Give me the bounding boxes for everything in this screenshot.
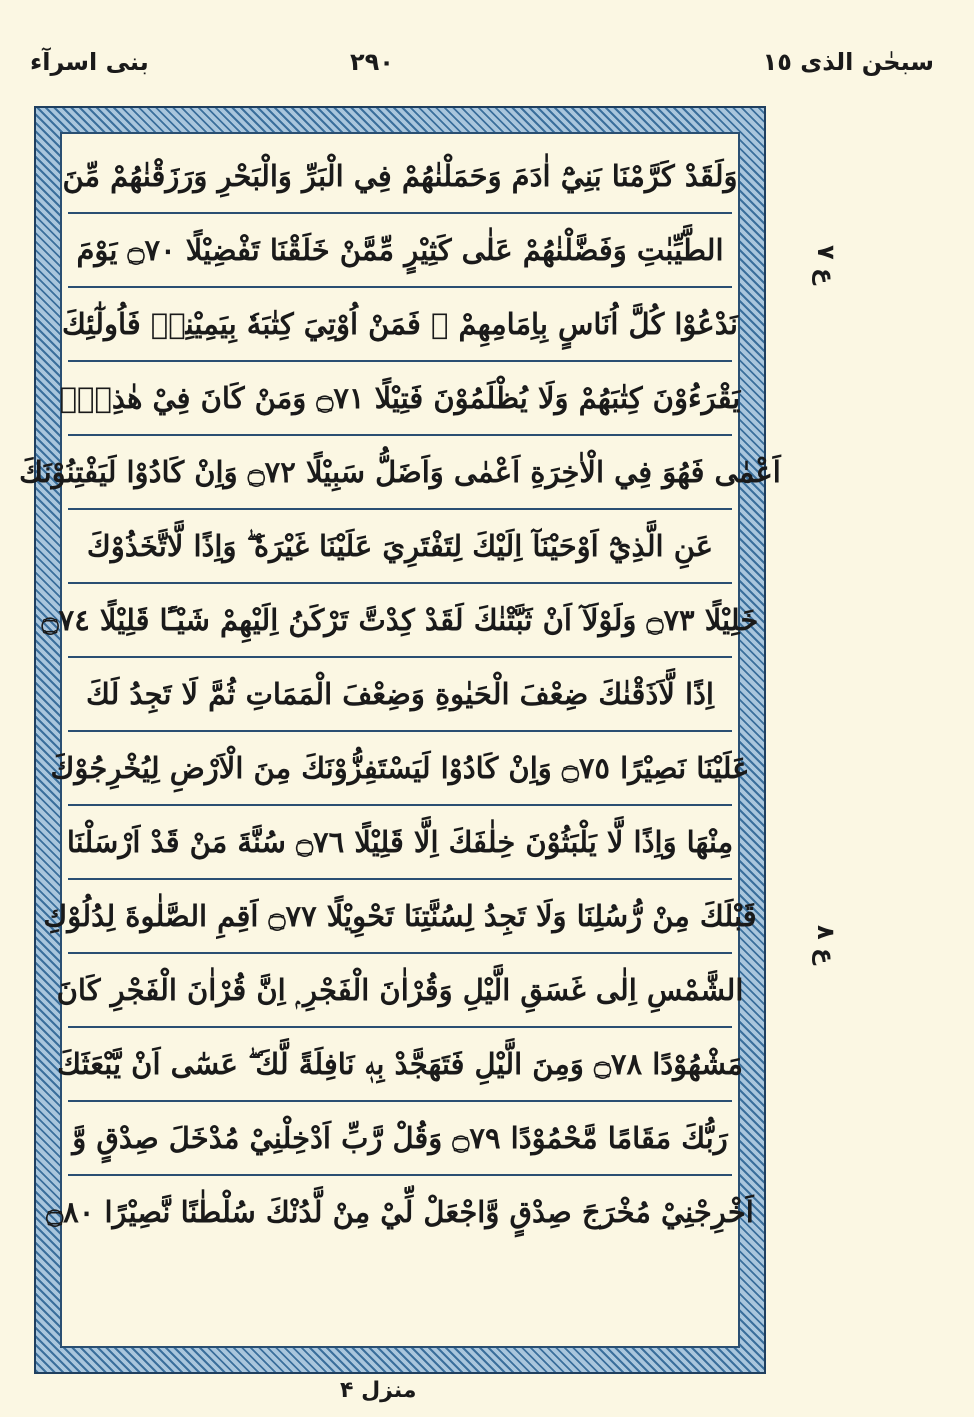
verse-line: قَبْلَكَ مِنْ رُّسُلِنَا وَلَا تَجِدُ لِسُنَّتِنَا تَحْوِيْلًا ۝٧٧ اَقِمِ الصَّلٰوةَ لِدُلُوْكِ	[68, 880, 732, 954]
verse-line: اَعْمٰى فَهُوَ فِي الْاٰخِرَةِ اَعْمٰى وَاَضَلُّ سَبِيْلًا ۝٧٢ وَاِنْ كَادُوْا لَيَفْتِنُوْنَكَ	[68, 436, 732, 510]
text-panel	[19, 132, 781, 1348]
verse-line: وَلَقَدْ كَرَّمْنَا بَنِيْٓ اٰدَمَ وَحَمَلْنٰهُمْ فِي الْبَرِّ وَالْبَحْرِ وَرَزَقْنٰهُمْ مِّنَ	[68, 140, 732, 214]
page-number: ٢٩٠	[350, 48, 394, 76]
verse-line: الشَّمْسِ اِلٰى غَسَقِ الَّيْلِ وَقُرْاٰنَ الْفَجْرِ ۭ اِنَّ قُرْاٰنَ الْفَجْرِ كَانَ	[68, 954, 732, 1028]
manzil-footer: منزل ۴	[340, 1378, 417, 1403]
verse-line: يَقْرَءُوْنَ كِتٰبَهُمْ وَلَا يُظْلَمُوْنَ فَتِيْلًا ۝٧١ وَمَنْ كَانَ فِيْ هٰذِهٖٓ	[68, 362, 732, 436]
verse-line: خَلِيْلًا ۝٧٣ وَلَوْلَآ اَنْ ثَبَّتْنٰكَ لَقَدْ كِدْتَّ تَرْكَنُ اِلَيْهِمْ شَيْـًٔا قَلِيْلًا ۝٧٤	[68, 584, 732, 658]
verse-line: عَلَيْنَا نَصِيْرًا ۝٧٥ وَاِنْ كَادُوْا لَيَسْتَفِزُّوْنَكَ مِنَ الْاَرْضِ لِيُخْرِجُوْكَ	[68, 732, 732, 806]
verse-line: اِذًا لَّاَذَقْنٰكَ ضِعْفَ الْحَيٰوةِ وَضِعْفَ الْمَمَاتِ ثُمَّ لَا تَجِدُ لَكَ	[68, 658, 732, 732]
verse-line: رَبُّكَ مَقَامًا مَّحْمُوْدًا ۝٧٩ وَقُلْ رَّبِّ اَدْخِلْنِيْ مُدْخَلَ صِدْقٍ وَّ	[68, 1102, 732, 1176]
surah-para-heading: سبحٰن الذی ١٥	[762, 48, 934, 76]
verse-line: اَخْرِجْنِيْ مُخْرَجَ صِدْقٍ وَّاجْعَلْ لِّيْ مِنْ لَّدُنْكَ سُلْطٰنًا نَّصِيْرًا ۝٨٠	[46, 1195, 754, 1229]
verse-line: مَشْهُوْدًا ۝٧٨ وَمِنَ الَّيْلِ فَتَهَجَّدْ بِهٖ نَافِلَةً لَّكَ ۖ عَسٰٓى اَنْ يَّبْعَثَكَ	[68, 1028, 732, 1102]
ruku-marker: ع ٧	[812, 245, 840, 285]
verse-line: نَدْعُوْا كُلَّ اُنَاسٍ بِاِمَامِهِمْ ۚ فَمَنْ اُوْتِيَ كِتٰبَهٗ بِيَمِيْنِهٖ فَاُولٰٓئِكَ	[68, 288, 732, 362]
verse-line: عَنِ الَّذِيْٓ اَوْحَيْنَآ اِلَيْكَ لِتَفْتَرِيَ عَلَيْنَا غَيْرَهٗ ۖ وَاِذًا لَّاتَّخَذُوْكَ	[68, 510, 732, 584]
verse-line: الطَّيِّبٰتِ وَفَضَّلْنٰهُمْ عَلٰى كَثِيْرٍ مِّمَّنْ خَلَقْنَا تَفْضِيْلًا ۝٧٠ يَوْمَ	[68, 214, 732, 288]
surah-name-heading: بنی اسرآء	[30, 48, 149, 76]
verse-line: مِنْهَا وَاِذًا لَّا يَلْبَثُوْنَ خِلٰفَكَ اِلَّا قَلِيْلًا ۝٧٦ سُنَّةَ مَنْ قَدْ اَرْسَلْنَا	[68, 806, 732, 880]
ruku-marker: ع ٨	[812, 925, 840, 965]
decorative-border	[19, 106, 781, 1374]
